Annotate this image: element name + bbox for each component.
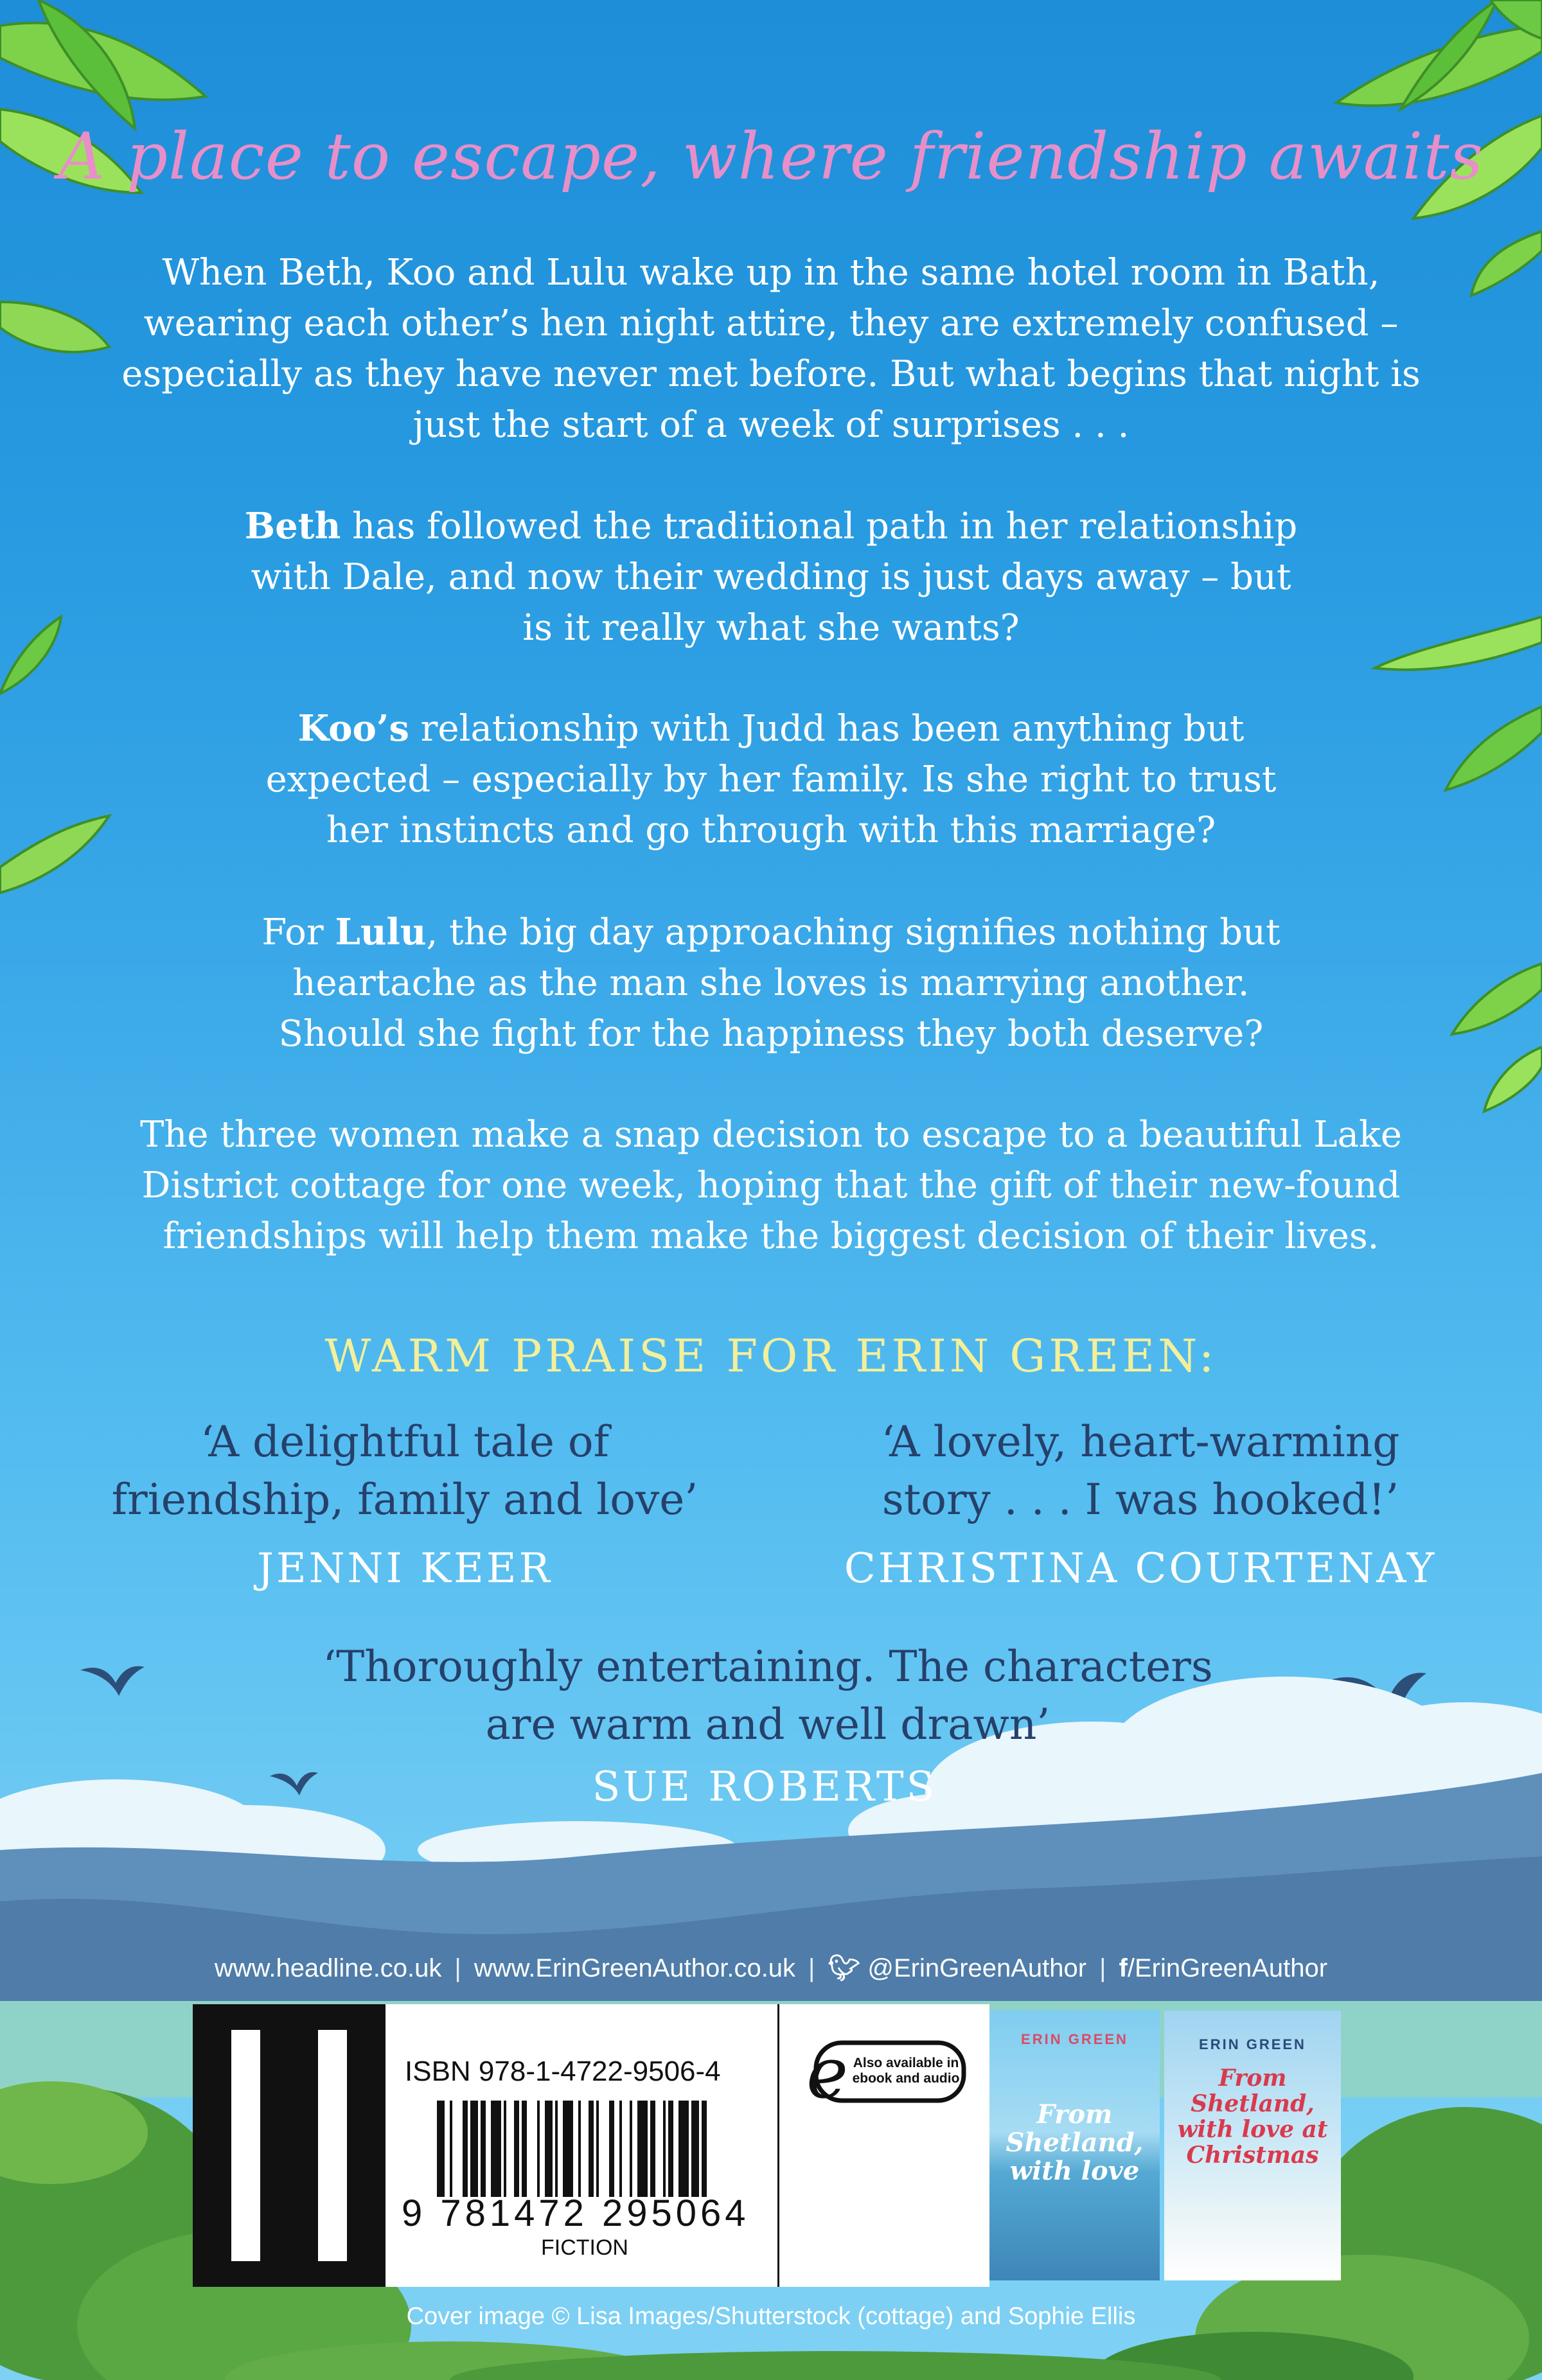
blurb-outro: The three women make a snap decision to escape to a beautiful Lake District cottage for one week, hoping that the gift of their new-found friendships will help them make the biggest decision of their lives.	[139, 1114, 1403, 1257]
svg-text:e: e	[806, 2032, 849, 2113]
twitter-icon: 🐦︎	[828, 1954, 861, 1982]
publisher-link[interactable]: www.headline.co.uk	[214, 1954, 442, 1982]
koo-text: relationship with Judd has been anything but expected – especially by her family. Is she right to trust her instincts and go through with this marriage?	[265, 708, 1277, 851]
book1-author: ERIN GREEN	[1021, 2031, 1128, 2047]
quote-2: ‘A lovely, heart-warming story . . . I was hooked!’	[881, 1417, 1400, 1524]
blurb-koo	[238, 703, 1304, 856]
cover-credit: Cover image © Lisa Images/Shutterstock (cottage) and Sophie Ellis	[406, 2303, 1136, 2330]
name-lulu: Lulu	[335, 911, 427, 953]
headline-logo	[193, 2004, 386, 2287]
quote-1-author: JENNI KEER	[257, 1545, 553, 1592]
facebook-icon: f	[1119, 1954, 1128, 1982]
barcode-number: 9 781472 295064	[402, 2192, 750, 2234]
blurb-beth	[244, 501, 1298, 653]
lulu-text: , the big day approaching signifies nothing but heartache as the man she loves is marrying another. Should she fight for the happiness they both deserve?	[278, 912, 1281, 1055]
praise-heading: WARM PRAISE FOR ERIN GREEN:	[324, 1330, 1218, 1382]
lulu-pre: For	[261, 912, 335, 953]
book2-title: From Shetland, with love at Christmas	[1177, 2065, 1328, 2169]
name-beth: Beth	[244, 505, 341, 547]
book2-author: ERIN GREEN	[1199, 2036, 1306, 2052]
tagline: A place to escape, where friendship awaits	[58, 119, 1484, 194]
beth-text: has followed the traditional path in her relationship with Dale, and now their wedding is just days away – but is it really what she wants?	[251, 506, 1298, 649]
category-label: FICTION	[541, 2235, 628, 2260]
quote-2-author: CHRISTINA COURTENAY	[844, 1545, 1437, 1592]
quote-3: ‘Thoroughly entertaining. The characters are warm and well drawn’	[323, 1642, 1213, 1749]
twitter-handle[interactable]: @ErinGreenAuthor	[867, 1954, 1087, 1982]
facebook-handle[interactable]: /ErinGreenAuthor	[1127, 1954, 1328, 1982]
ebook-icon	[797, 2030, 970, 2113]
quote-1: ‘A delightful tale of friendship, family and love’	[111, 1417, 698, 1524]
ebook-badge-text: Also available in ebook and audio	[852, 2056, 960, 2086]
book1-title: From Shetland, with love	[1006, 2099, 1144, 2186]
book-thumbnail-2	[1164, 2011, 1341, 2280]
barcode-image	[437, 2101, 745, 2197]
links-bar: www.headline.co.uk | www.ErinGreenAuthor.co.uk | 🐦︎ @ErinGreenAuthor | f/ErinGreenAuthor	[214, 1954, 1328, 1982]
quote-3-author: SUE ROBERTS	[592, 1763, 937, 1811]
isbn: ISBN 978-1-4722-9506-4	[405, 2056, 721, 2087]
name-koo: Koo’s	[297, 707, 409, 750]
blurb-lulu	[238, 907, 1304, 1059]
book-thumbnail-1	[989, 2011, 1160, 2280]
blurb-intro: When Beth, Koo and Lulu wake up in the same hotel room in Bath, wearing each other’s hen night attire, they are extremely confused – especially as they have never met before. But what begins that night is just the start of a week of surprises . . .	[121, 252, 1421, 446]
author-site-link[interactable]: www.ErinGreenAuthor.co.uk	[474, 1954, 796, 1982]
